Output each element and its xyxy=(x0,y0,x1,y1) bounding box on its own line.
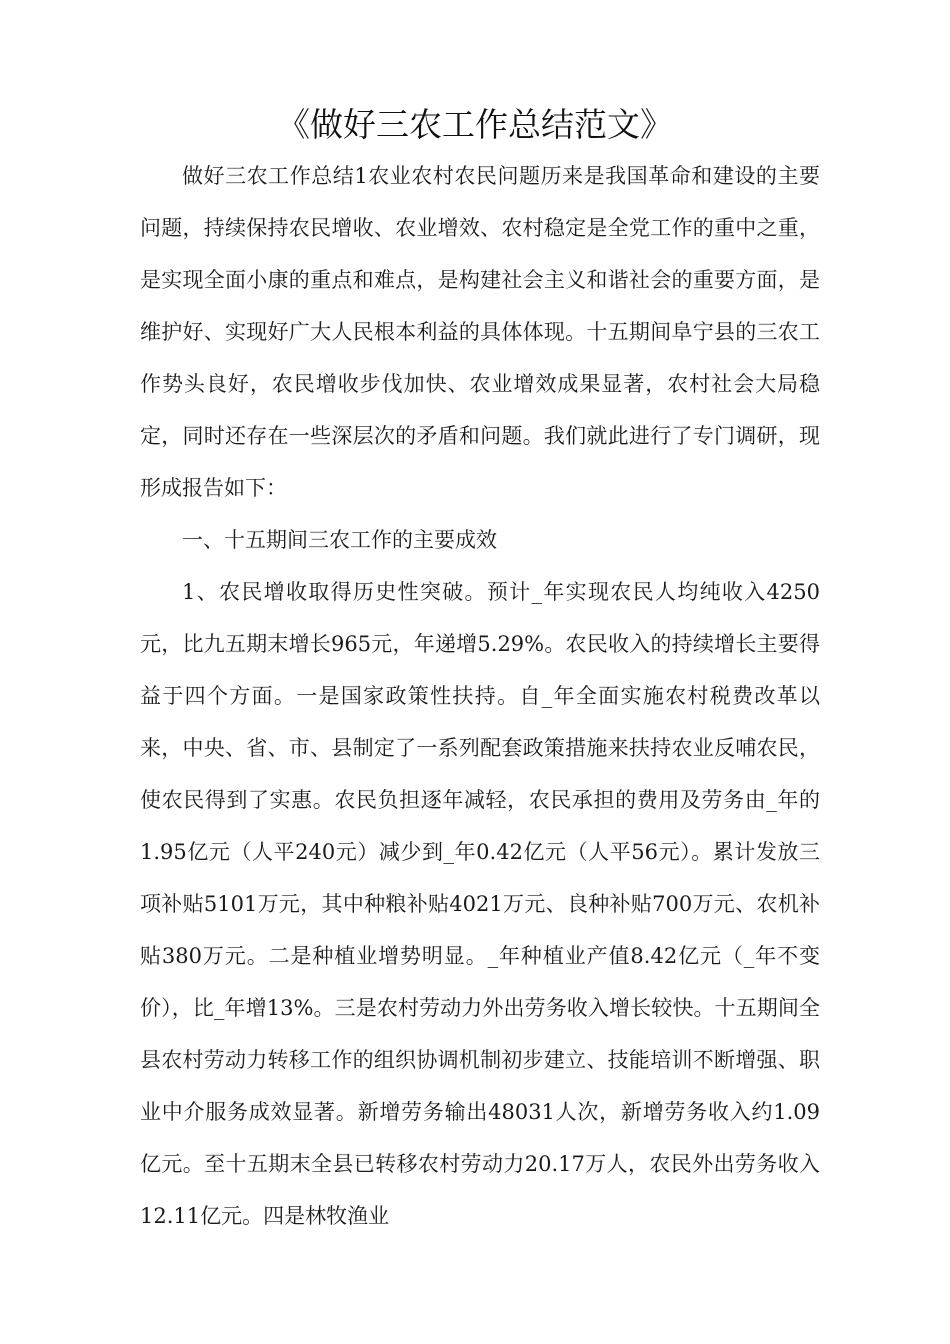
document-title: 《做好三农工作总结范文》 xyxy=(277,105,673,144)
document-body xyxy=(140,150,820,1242)
paragraph-farmer-income: 1、农民增收取得历史性突破。预计_年实现农民人均纯收入4250元，比九五期末增长965元，年递增5.29%。农民收入的持续增长主要得益于四个方面。一是国家政策性扶持。自_年全面实施农村税费改革以来，中央、省、市、县制定了一系列配套政策措施来扶持农业反哺农民，使农民得到了实惠。农民负担逐年减轻，农民承担的费用及劳务由_年的1.95亿元（人平240元）减少到_年0.42亿元（人平56元）。累计发放三项补贴5101万元，其中种粮补贴4021万元、良种补贴700万元、农机补贴380万元。二是种植业增势明显。_年种植业产值8.42亿元（_年不变价），比_年增13%。三是农村劳动力外出劳务收入增长较快。十五期间全县农村劳动力转移工作的组织协调机制初步建立、技能培训不断增强、职业中介服务成效显著。新增劳务输出48031人次，新增劳务收入约1.09亿元。至十五期末全县已转移农村劳动力20.17万人，农民外出劳务收入12.11亿元。四是林牧渔业 xyxy=(140,580,820,1228)
section-heading: 一、十五期间三农工作的主要成效 xyxy=(182,528,497,552)
paragraph-intro: 做好三农工作总结1农业农村农民问题历来是我国革命和建设的主要问题，持续保持农民增收、农业增效、农村稳定是全党工作的重中之重，是实现全面小康的重点和难点，是构建社会主义和谐社会的重要方面，是维护好、实现好广大人民根本利益的具体体现。十五期间阜宁县的三农工作势头良好，农民增收步伐加快、农业增效成果显著，农村社会大局稳定，同时还存在一些深层次的矛盾和问题。我们就此进行了专门调研，现形成报告如下： xyxy=(140,164,820,500)
